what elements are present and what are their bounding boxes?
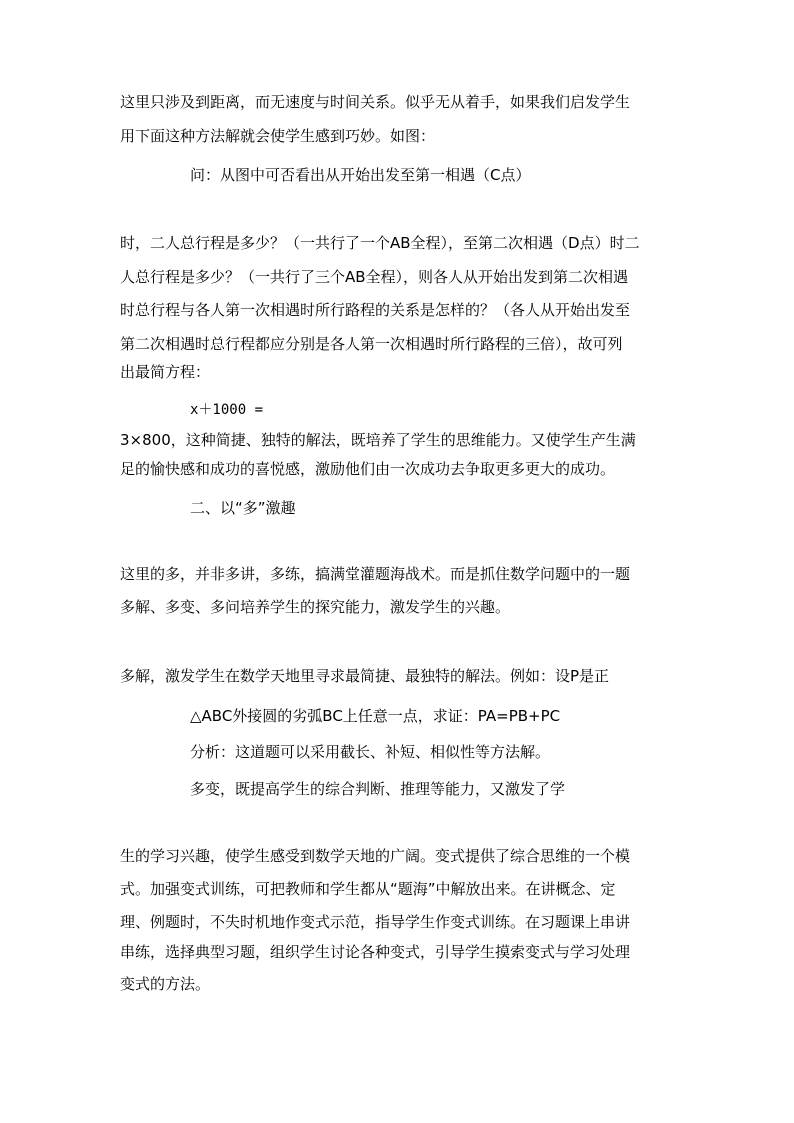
paragraph-2-line-5: 出最简方程： xyxy=(120,363,211,381)
problem-line: △ABC外接圆的劣弧BC上任意一点，求证：PA=PB+PC xyxy=(190,707,561,725)
variation-line: 多变，既提高学生的综合判断、推理等能力，又激发了学 xyxy=(190,780,566,798)
paragraph-6-line-3: 理、例题时，不失时机地作变式示范，指导学生作变式训练。在习题课上串讲 xyxy=(120,913,631,931)
paragraph-4-line-1: 这里的多，并非多讲，多练，搞满堂灌题海战术。而是抓住数学问题中的一题 xyxy=(120,565,631,583)
paragraph-5: 多解，激发学生在数学天地里寻求最简捷、最独特的解法。例如：设P是正 xyxy=(120,667,610,685)
paragraph-3-line-1: 3×800，这种简捷、独特的解法，既培养了学生的思维能力。又使学生产生满 xyxy=(120,431,636,449)
paragraph-3-line-2: 足的愉快感和成功的喜悦感，激励他们由一次成功去争取更多更大的成功。 xyxy=(120,460,616,478)
paragraph-2-line-2: 人总行程是多少？（一共行了三个AB全程），则各人从开始出发到第二次相遇 xyxy=(120,268,629,286)
paragraph-2-line-3: 时总行程与各人第一次相遇时所行路程的关系是怎样的？（各人从开始出发至 xyxy=(120,301,631,319)
paragraph-1-line-2: 用下面这种方法解就会使学生感到巧妙。如图： xyxy=(120,127,436,145)
paragraph-6-line-2: 式。加强变式训练，可把教师和学生都从“题海”中解放出来。在讲概念、定 xyxy=(120,880,616,898)
analysis-line: 分析：这道题可以采用截长、补短、相似性等方法解。 xyxy=(190,743,551,761)
paragraph-6-line-5: 变式的方法。 xyxy=(120,975,211,993)
question-intro: 问：从图中可否看出从开始出发至第一相遇（C点） xyxy=(190,166,531,184)
section-heading: 二、以“多”激趣 xyxy=(190,499,296,517)
paragraph-2-line-1: 时，二人总行程是多少？（一共行了一个AB全程），至第二次相遇（D点）时二 xyxy=(120,234,640,252)
paragraph-6-line-4: 串练，选择典型习题，组织学生讨论各种变式，引导学生摸索变式与学习处理 xyxy=(120,943,631,961)
paragraph-1-line-1: 这里只涉及到距离，而无速度与时间关系。似乎无从着手，如果我们启发学生 xyxy=(120,93,631,111)
paragraph-6-line-1: 生的学习兴趣，使学生感受到数学天地的广阔。变式提供了综合思维的一个模 xyxy=(120,847,631,865)
paragraph-2-line-4: 第二次相遇时总行程都应分别是各人第一次相遇时所行路程的三倍），故可列 xyxy=(120,335,623,353)
paragraph-4-line-2: 多解、多变、多问培养学生的探究能力，激发学生的兴趣。 xyxy=(120,598,511,616)
equation: x＋1000 = xyxy=(190,402,264,418)
